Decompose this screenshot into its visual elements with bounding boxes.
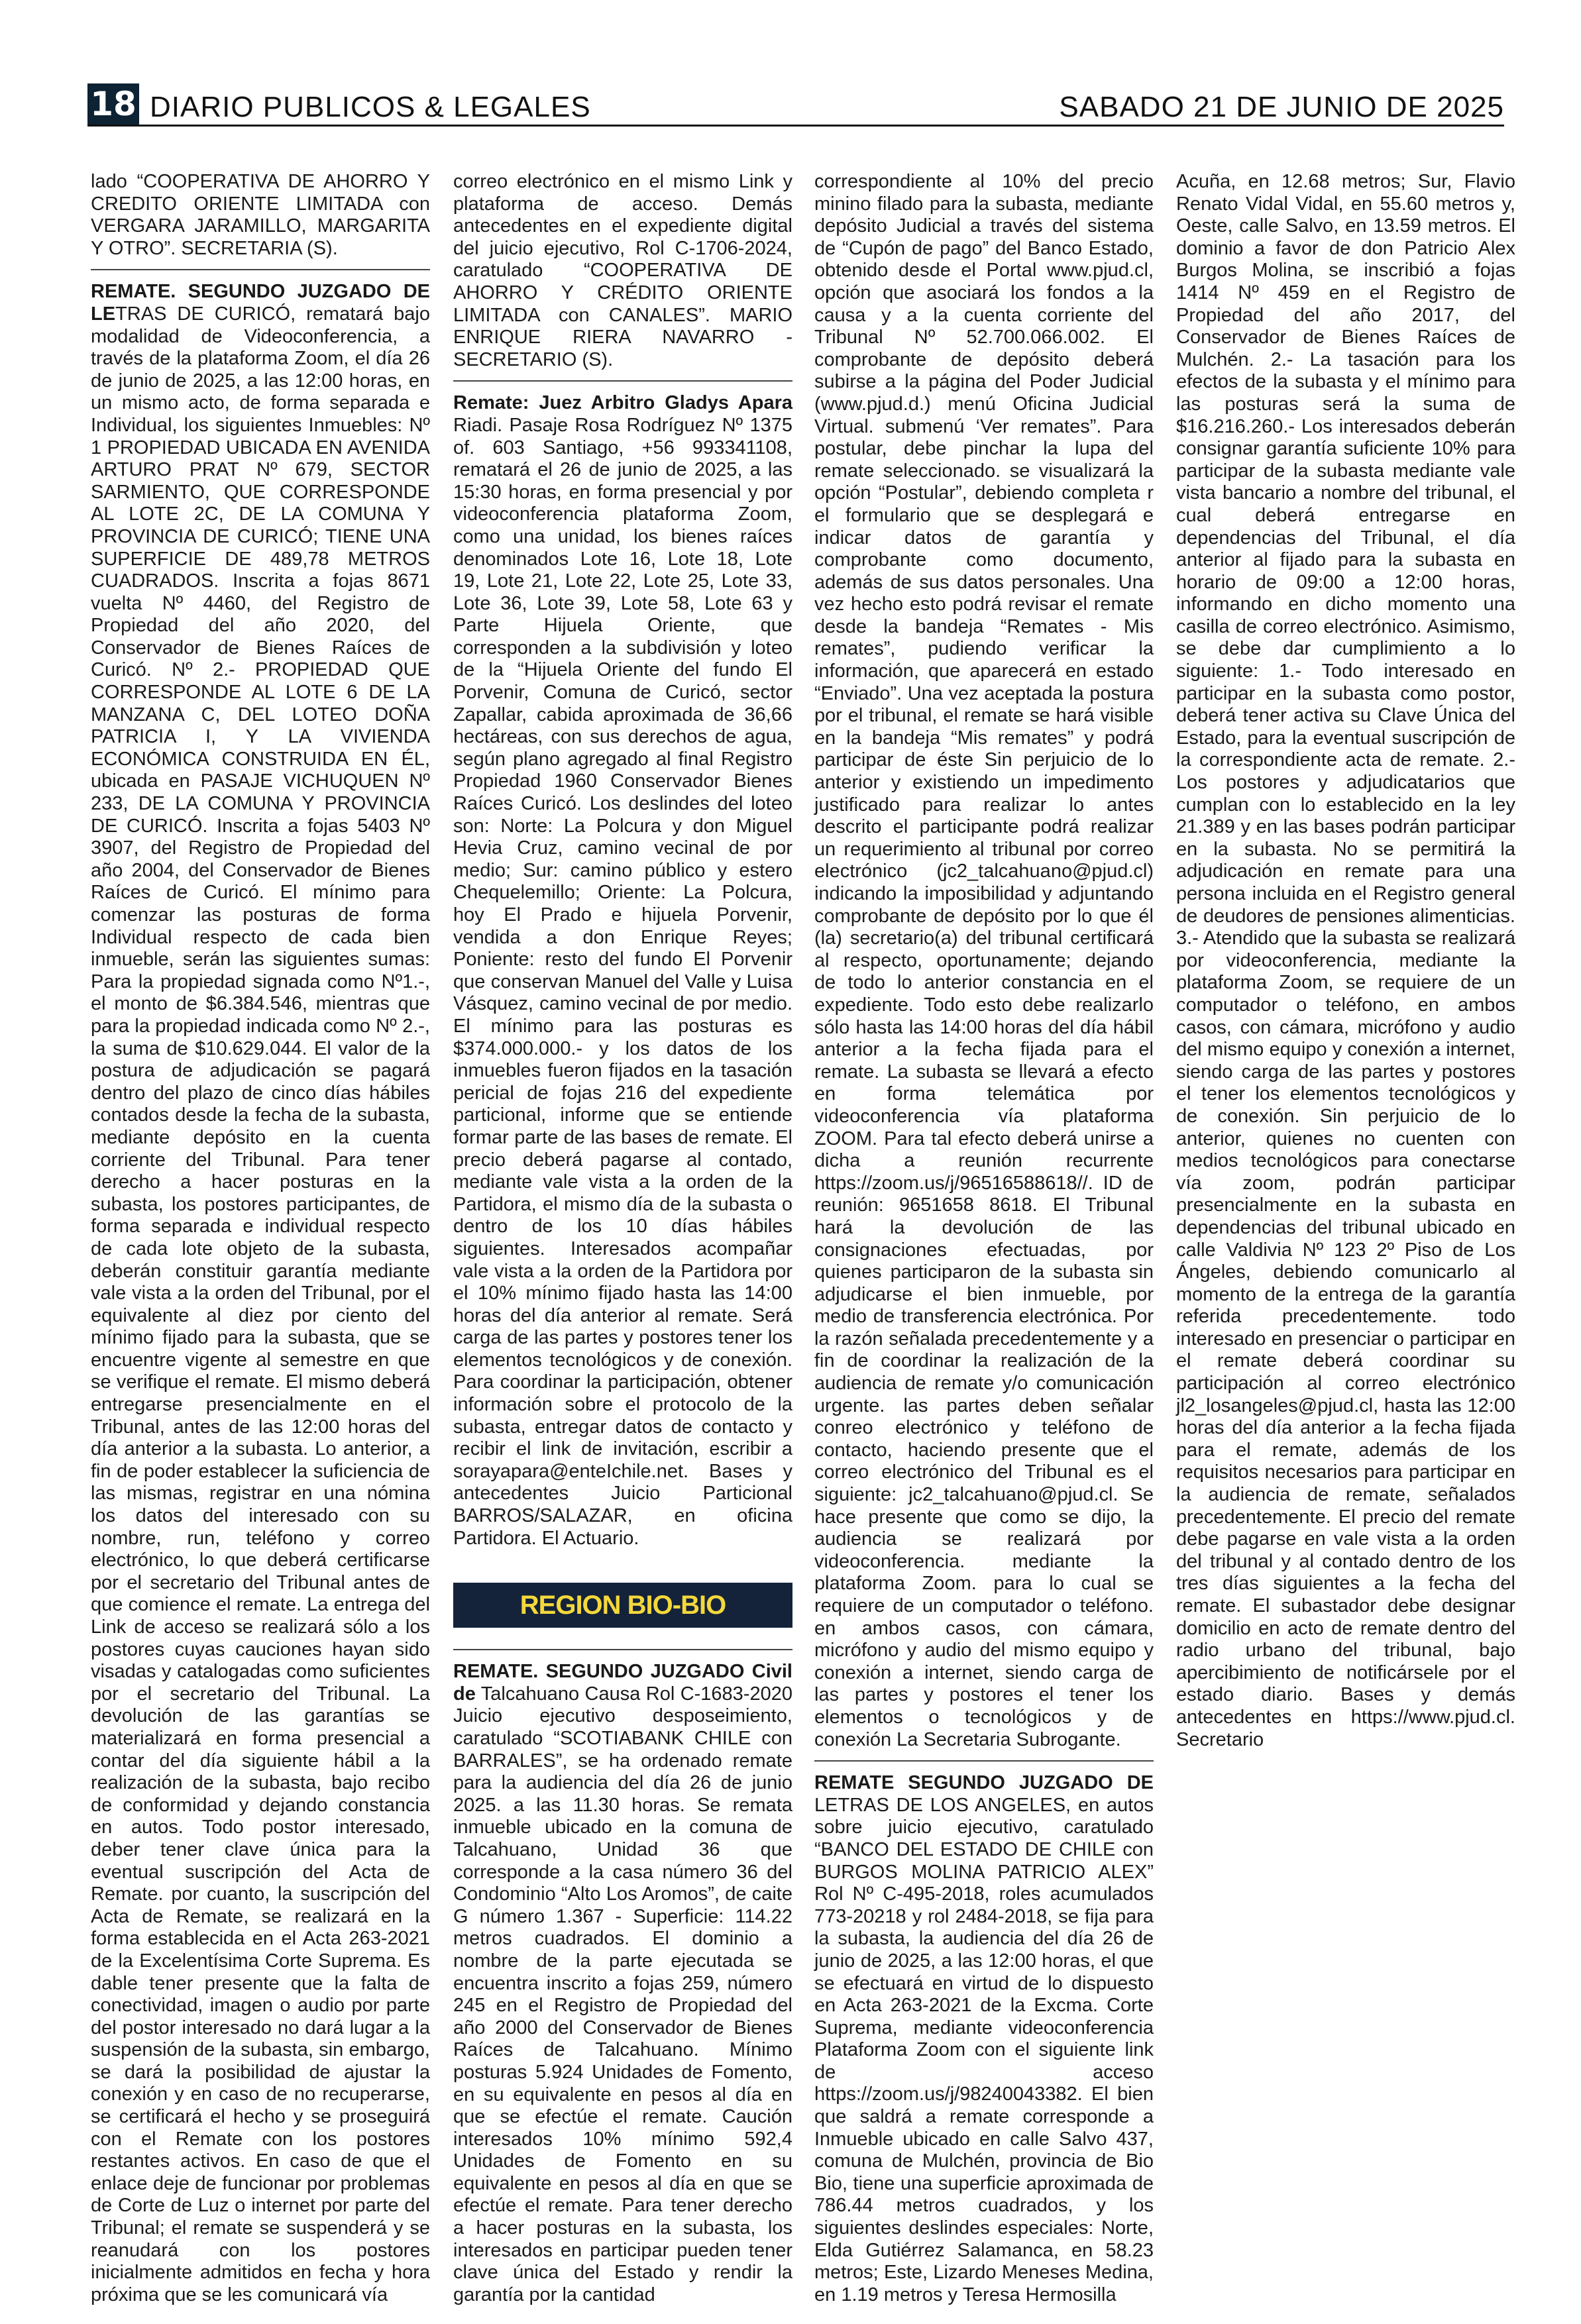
notice-2-lead: REMATE. SEGUNDO JUZGADO DE LE xyxy=(91,281,430,325)
notice-4-body: Talcahuano Causa Rol C-1683-2020 Juicio ejecutivo desposeimiento, caratulado “SCOTIABANK CHILE con BARRALES”, se ha ordenado remate para la audiencia del día 26 de junio 2025. a las 11.30 horas. Se remata inmueble ubicado en la comuna de Talcahuano, Unidad 36 que corresponde a la casa número 36 del Condominio “Alto Los Aromos”, de caite G número 1.367 - Superficie: 114.22 metros cuadrados. El dominio a nombre de la parte ejecutada se encuentra inscrito a fojas 259, número 245 en el Registro de Propiedad del año 2000 del Conservador de Bienes Raíces de Talcahuano. Mínimo posturas 5.924 Unidades de Fomento, en su equivalente en pesos al día en que se efectúe el remate. Caución interesados 10% mínimo 592,4 Unidades de Fomento en su equivalente en pesos al día en que se efectúe el remate. Para tener derecho a hacer posturas en la subasta, los interesados en participar pueden tener clave única del Estado y rendir la garantía por la cantidad xyxy=(453,1683,792,2305)
notice-5-body: LETRAS DE LOS ANGELES, en autos sobre juicio ejecutivo, caratulado “BANCO DEL ESTADO DE CHILE con BURGOS MOLINA PATRICIO ALEX” Rol Nº C-495-2018, roles acumulados 773-20218 y rol 2484-2018, se fija para la subasta, la audiencia del día 26 de junio de 2025, a las 12:00 horas, el que se efectuará en virtud de lo dispuesto en Acta 263-2021 de la Excma. Corte Suprema, mediante videoconferencia Plataforma Zoom con el siguiente link de acceso https://zoom.us/j/98240043382. El bien que saldrá a remate corresponde a Inmueble ubicado en calle Salvo 437, comuna de Mulchén, provincia de Bio Bio, tiene una superficie aproximada de 786.44 metros cuadrados, y los siguientes deslindes especiales: Norte, Elda Gutiérrez Salamanca, en 58.23 metros; Este, Lizardo Meneses Medina, en 1.19 metros y Teresa Hermosilla xyxy=(814,1794,1154,2305)
region-banner-title: REGION BIO-BIO xyxy=(519,1591,726,1620)
notice-3-lead: Remate: Juez Arbitro Gladys Apara xyxy=(453,392,792,414)
notice-paragraph xyxy=(814,1772,1154,2306)
notice-continuation: correspondiente al 10% del precio minino filado para la subasta, mediante depósito Judicial a través del sistema de “Cupón de pago” del Banco Estado, obtenido desde el Portal www.pjud.cl, opción que asociará los fondos a la causa y a la cuenta corriente del Tribunal Nº 52.700.066.002. El comprobante de depósito deberá subirse a la página del Poder Judicial (www.pjud.d.) menú Oficina Judicial Virtual. submenú ‘Ver remates”. Para postular, debe pinchar la lupa del remate seleccionado. se visualizará la opción “Postular”, debiendo completa r el formulario que se desplegará e indicar datos de garantía y comprobante como documento, además de sus datos personales. Una vez hecho esto podrá revisar el remate desde la bandeja “Remates - Mis remates”, pudiendo verificar la información, que aparecerá en estado “Enviado”. Una vez aceptada la postura por el tribunal, el remate se hará visible en la bandeja “Mis remates” y podrá participar de éste Sin perjuicio de lo anterior y existiendo un impedimento justificado para realizar lo antes descrito el participante podrá realizar un requerimiento al tribunal por correo electrónico (jc2_talcahuano@pjud.cl) indicando la imposibilidad y adjuntando comprobante de depósito por lo que él (la) secretario(a) del tribunal certificará al respecto, oportunamente; dejando de todo lo anterior constancia en el expediente. Todo esto debe realizarlo sólo hasta las 14:00 horas del día hábil anterior a la fecha fijada para el remate. La subasta se llevará a efecto en forma telemática por videoconferencia vía plataforma ZOOM. Para tal efecto deberá unirse a dicha a reunión recurrente https://zoom.us/j/96516588618//. ID de reunión: 9651658 8618. El Tribunal hará la devolución de las consignaciones efectuadas, por quienes participaron de la subasta sin adjudicarse el bien inmueble, por medio de transferencia electrónica. Por la razón señalada precedentemente y a fin de coordinar la realización de la audiencia de remate y/o comunicación urgente. las partes deben señalar conreo electrónico y teléfono de contacto, haciendo presente que el correo electrónico del Tribunal es el siguiente: jc2_talcahuano@pjud.cl. Se hace presente que como se dijo, la audiencia se realizará por videoconferencia. mediante la plataforma Zoom. para lo cual se requiere de un computador o teléfono. en ambos casos, con cámara, micrófono y audio del mismo equipo y conexión a internet, siendo carga de las partes y postores el tener los elementos o tecnológicos y de conexión La Secretaria Subrogante. xyxy=(814,171,1154,1750)
notice-divider xyxy=(453,380,792,382)
column-1 xyxy=(91,171,430,2306)
column-4 xyxy=(1176,171,1515,1751)
page-header xyxy=(87,85,1504,127)
notice-paragraph xyxy=(453,392,792,1550)
notice-divider xyxy=(814,1760,1154,1762)
page-number: 18 xyxy=(87,83,139,125)
column-2 xyxy=(453,171,792,2306)
notice-paragraph xyxy=(453,1661,792,2306)
notice-paragraph xyxy=(91,281,430,2306)
notice-divider xyxy=(91,269,430,270)
notice-2-body: TRAS DE CURICÓ, rematará bajo modalidad de Videoconferencia, a través de la plataforma Zoom, el día 26 de junio de 2025, a las 12:00 horas, en un mismo acto, de forma separada e Individual, los siguientes Inmuebles: Nº 1 PROPIEDAD UBICADA EN AVENIDA ARTURO PRAT Nº 679, SECTOR SARMIENTO, QUE CORRESPONDE AL LOTE 2C, DE LA COMUNA Y PROVINCIA DE CURICÓ; TIENE UNA SUPERFICIE DE 489,78 METROS CUADRADOS. Inscrita a fojas 8671 vuelta Nº 4460, del Registro de Propiedad del año 2020, del Conservador de Bienes Raíces de Curicó. Nº 2.- PROPIEDAD QUE CORRESPONDE AL LOTE 6 DE LA MANZANA C, DEL LOTEO DOÑA PATRICIA I, Y LA VIVIENDA ECONÓMICA CONSTRUIDA EN ÉL, ubicada en PASAJE VICHUQUEN Nº 233, DE LA COMUNA Y PROVINCIA DE CURICÓ. Inscrita a fojas 5403 Nº 3907, del Registro de Propiedad del año 2004, del Conservador de Bienes Raíces de Curicó. El mínimo para comenzar las posturas de forma Individual respecto de cada bien inmueble, serán las siguientes sumas: Para la propiedad signada como Nº1.-, el monto de $6.384.546, mientras que para la propiedad indicada como Nº 2.-, la suma de $10.629.044. El valor de la postura de adjudicación se pagará dentro del plazo de cinco días hábiles contados desde la fecha de la subasta, mediante depósito en la cuenta corriente del Tribunal. Para tener derecho a hacer posturas en la subasta, los postores participantes, de forma separada e individual respecto de cada lote objeto de la subasta, deberán constituir garantía mediante vale vista a la orden del Tribunal, por el equivalente al diez por ciento del mínimo fijado para la subasta, que se encuentre vigente al semestre en que se verifique el remate. El mismo deberá entregarse presencialmente en el Tribunal, antes de las 12:00 horas del día anterior a la subasta. Lo anterior, a fin de poder establecer la suficiencia de las mismas, registrar en una nómina los datos del interesado con su nombre, run, teléfono y correo electrónico, lo que deberá certificarse por el secretario del Tribunal antes de que comience el remate. La entrega del Link de acceso se realizará sólo a los postores cuyas cauciones hayan sido visadas y catalogadas como suficientes por el secretario del Tribunal. La devolución de las garantías se materializará en forma presencial a contar del día siguiente hábil a la realización de la subasta, bajo recibo de conformidad y dejando constancia en autos. Todo postor interesado, deber tener clave única para la eventual suscripción del Acta de Remate. por cuanto, la suscripción del Acta de Remate, se realizará en la forma establecida en el Acta 263-2021 de la Excelentísima Corte Suprema. Es dable tener presente que la falta de conectividad, imagen o audio por parte del postor interesado no dará lugar a la suspensión de la subasta, sin embargo, se dará la posibilidad de ajustar la conexión y en caso de no recuperarse, se certificará el hecho y se proseguirá con el Remate con los postores restantes activos. En caso de que el enlace deje de funcionar por problemas de Corte de Luz o internet por parte del Tribunal; el remate se suspenderá y se reanudará con los postores inicialmente admitidos en fecha y hora próxima que se les comunicará vía xyxy=(91,303,430,2305)
notice-3-body: Riadi. Pasaje Rosa Rodríguez Nº 1375 of. 603 Santiago, +56 993341108, rematará el 26 de junio de 2025, a las 15:30 horas, en forma presencial y por videoconferencia plataforma Zoom, como una unidad, los bienes raíces denominados Lote 16, Lote 18, Lote 19, Lote 21, Lote 22, Lote 25, Lote 33, Lote 36, Lote 39, Lote 58, Lote 63 y Parte Hijuela Oriente, que corresponden a la subdivisión y loteo de la “Hijuela Oriente del fundo El Porvenir, Comuna de Curicó, sector Zapallar, cabida aproximada de 36,66 hectáreas, con sus derechos de agua, según plano agregado al final Registro Propiedad 1960 Conservador Bienes Raíces Curicó. Los deslindes del loteo son: Norte: La Polcura y don Miguel Hevia Cruz, camino vecinal de por medio; Sur: camino público y estero Chequelemillo; Oriente: La Polcura, hoy El Prado e hijuela Porvenir, vendida a don Enrique Reyes; Poniente: resto del fundo El Porvenir que conservan Manuel del Valle y Luisa Vásquez, camino vecinal de por medio. El mínimo para las posturas es $374.000.000.- y los datos de los inmuebles fueron fijados en la tasación pericial de fojas 216 del expediente particional, informe que se entiende formar parte de las bases de remate. El precio deberá pagarse al contado, mediante vale vista a la orden de la Partidora, el mismo día de la subasta o dentro de los 10 días hábiles siguientes. Interesados acompañar vale vista a la orden de la Partidora por el 10% mínimo fijado hasta las 14:00 horas del día anterior al remate. Será carga de las partes y postores tener los elementos tecnológicos y de conexión. Para coordinar la participación, obtener información sobre el protocolo de la subasta, entregar datos de contacto y recibir el link de invitación, escribir a sorayapara@enteIchile.net. Bases y antecedentes Juicio Particional BARROS/SALAZAR, en oficina Partidora. El Actuario. xyxy=(453,414,792,1549)
publication-date: SABADO 21 DE JUNIO DE 2025 xyxy=(1059,91,1504,123)
publication-title: DIARIO PUBLICOS & LEGALES xyxy=(150,91,591,123)
notice-5-lead: REMATE SEGUNDO JUZGADO DE xyxy=(814,1772,1154,1794)
notice-continuation: Acuña, en 12.68 metros; Sur, Flavio Renato Vidal Vidal, en 55.60 metros y, Oeste, calle Salvo, en 13.59 metros. El dominio a favor de don Patricio Alex Burgos Molina, se inscribió a fojas 1414 Nº 459 en el Registro de Propiedad del año 2017, del Conservador de Bienes Raíces de Mulchén. 2.- La tasación para los efectos de la subasta y el mínimo para las posturas será la suma de $16.216.260.- Los interesados deberán consignar garantía suficiente 10% para participar de la subasta mediante vale vista bancario a nombre del tribunal, el cual deberá entregarse en dependencias del Tribunal, el día anterior al fijado para la subasta en horario de 09:00 a 12:00 horas, informando en dicho momento una casilla de correo electrónico. Asimismo, se debe dar cumplimiento a lo siguiente: 1.- Todo interesado en participar en la subasta como postor, deberá tener activa su Clave Única del Estado, para la eventual suscripción de la correspondiente acta de remate. 2.- Los postores y adjudicatarios que cumplan con lo establecido en la ley 21.389 y en las bases podrán participar en la subasta. No se permitirá la adjudicación en remate para una persona incluida en el Registro general de deudores de pensiones alimenticias. 3.- Atendido que la subasta se realizará por videoconferencia, mediante la plataforma Zoom, se requiere de un computador o teléfono, en ambos casos, con cámara, micrófono y audio del mismo equipo y conexión a internet, siendo carga de las partes y postores el tener los elementos tecnológicos y de conexión. Sin perjuicio de lo anterior, quienes no cuenten con medios tecnológicos para conectarse vía zoom, podrán participar presencialmente en la subasta en dependencias del tribunal ubicado en calle Valdivia Nº 123 2º Piso de Los Ángeles, debiendo comunicarlo al momento de la entrega de la garantía referida precedentemente. todo interesado en presenciar o participar en el remate deberá coordinar su participación al correo electrónico jl2_losangeles@pjud.cl, hasta las 12:00 horas del día anterior a la fecha fijada para el remate, además de los requisitos necesarios para participar en la audiencia de remate, señalados precedentemente. El precio del remate debe pagarse en vale vista a la orden del tribunal y al contado dentro de los tres días siguientes a la fecha del remate. El subastador debe designar domicilio en acto de remate dentro del radio urbano del tribunal, bajo apercibimiento de notificársele por el estado diario. Bases y demás antecedentes en https://www.pjud.cl. Secretario xyxy=(1176,171,1515,1750)
notice-1-tail: lado “COOPERATIVA DE AHORRO Y CREDITO ORIENTE LIMITADA con VERGARA JARAMILLO, MARGARITA Y OTRO”. SECRETARIA (S). xyxy=(91,171,430,259)
column-3 xyxy=(814,171,1154,2306)
region-banner xyxy=(453,1583,792,1628)
notice-divider xyxy=(453,1649,792,1650)
notice-continuation: correo electrónico en el mismo Link y plataforma de acceso. Demás antecedentes en el expediente digital del juicio ejecutivo, Rol C-1706-2024, caratulado “COOPERATIVA DE AHORRO Y CRÉDITO ORIENTE LIMITADA con CANALES”. MARIO ENRIQUE RIERA NAVARRO - SECRETARIO (S). xyxy=(453,171,792,370)
notice-4-lead: REMATE. SEGUNDO JUZGADO Civil de xyxy=(453,1661,792,1705)
